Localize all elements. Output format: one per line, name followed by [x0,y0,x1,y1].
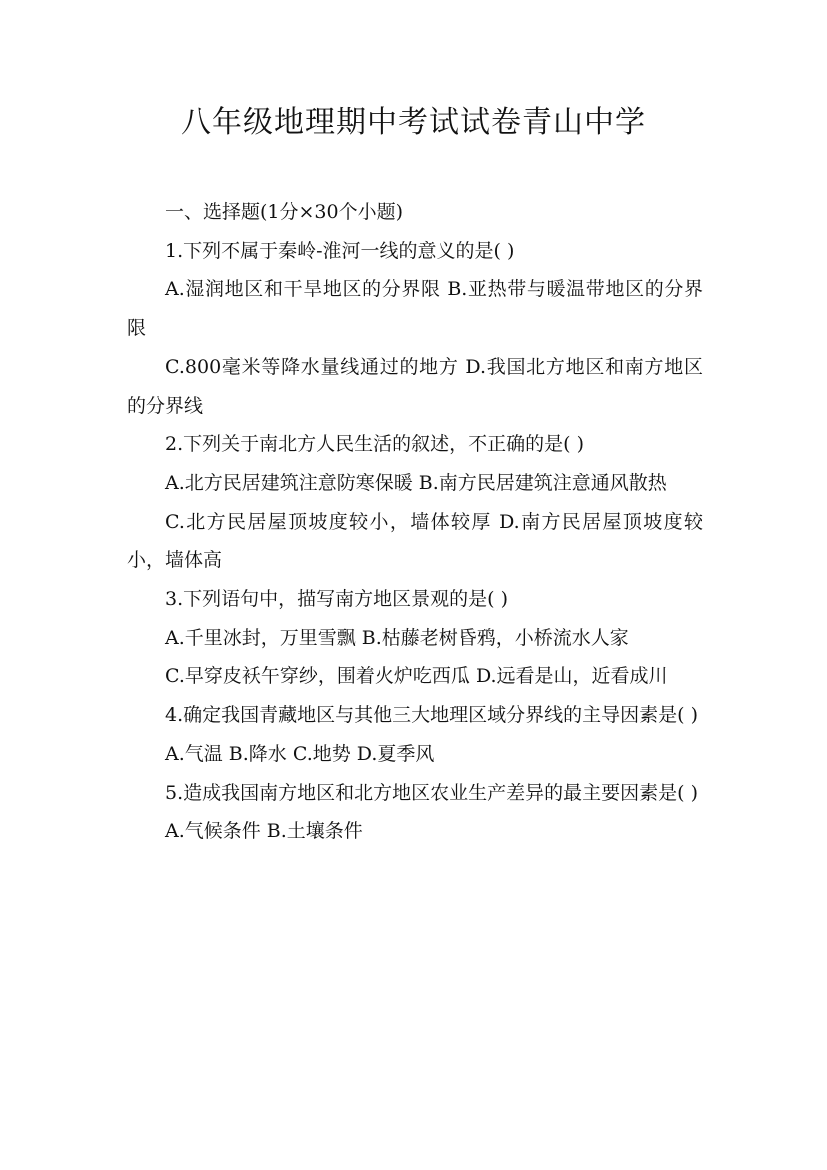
question-3: 3.下列语句中，描写南方地区景观的是( ) [165,588,508,611]
question-2: 2.下列关于南北方人民生活的叙述，不正确的是( ) [165,433,584,456]
question-2-options-ab: A.北方民居建筑注意防寒保暖 B.南方民居建筑注意通风散热 [165,471,667,494]
question-1-options-ab: A.湿润地区和干旱地区的分界限 B.亚热带与暖温带地区的分界限 [127,278,703,340]
question-2-options-cd: C.北方民居屋顶坡度较小，墙体较厚 D.南方民居屋顶坡度较小，墙体高 [127,510,703,572]
question-3-options-ab: A.千里冰封，万里雪飘 B.枯藤老树昏鸦，小桥流水人家 [165,626,629,649]
section-heading: 一、选择题(1分×30个小题) [165,201,404,223]
question-3-options-cd: C.早穿皮袄午穿纱，围着火炉吃西瓜 D.远看是山，近看成川 [165,665,668,688]
question-5-options: A.气候条件 B.土壤条件 [165,820,363,843]
question-1: 1.下列不属于秦岭-淮河一线的意义的是( ) [165,239,515,262]
question-4-options: A.气温 B.降水 C.地势 D.夏季风 [165,742,435,765]
question-5: 5.造成我国南方地区和北方地区农业生产差异的最主要因素是( ) [165,781,698,804]
document-title: 八年级地理期中考试试卷青山中学 [181,105,646,140]
question-1-options-cd: C.800毫米等降水量线通过的地方 D.我国北方地区和南方地区的分界线 [127,355,703,417]
exam-content [127,193,703,851]
question-4: 4.确定我国青藏地区与其他三大地理区域分界线的主导因素是( ) [165,704,698,727]
